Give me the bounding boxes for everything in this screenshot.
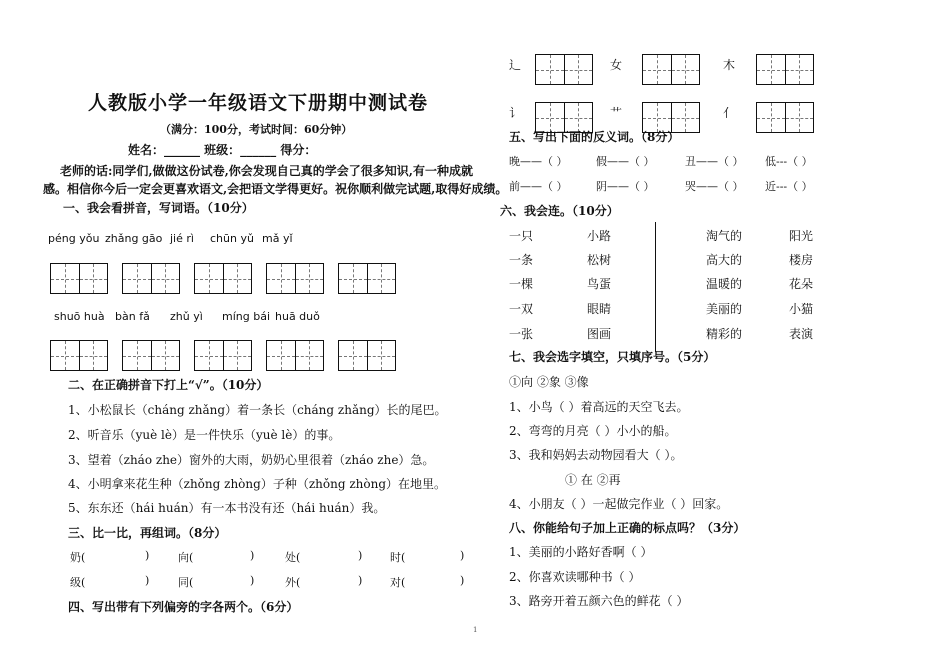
s8-item[interactable]: 1、美丽的小路好香啊（ ） <box>509 545 653 559</box>
radical: 讠 <box>509 106 522 120</box>
s7-item[interactable]: 4、小朋友（ ）一起做完作业（ ）回家。 <box>509 497 729 511</box>
section-8-title: 八、你能给句子加上正确的标点吗？（3分） <box>509 521 746 535</box>
pinyin-1-3: jié rì <box>170 232 194 245</box>
match-item[interactable]: 图画 <box>587 327 612 341</box>
intro-line-2: 感。相信你今后一定会更喜欢语文,会把语文学得更好。祝你顺利做完试题,取得好成绩。 <box>43 182 508 196</box>
divider <box>655 222 656 352</box>
s3-paren: ) <box>358 574 363 587</box>
writing-grid[interactable] <box>194 263 252 294</box>
antonym-item[interactable]: 假——（ ） <box>596 155 655 168</box>
match-item[interactable]: 一条 <box>509 253 534 267</box>
match-item[interactable]: 小路 <box>587 229 612 243</box>
pinyin-1-4: chūn yǔ <box>210 232 254 245</box>
s3-paren: ) <box>145 549 150 562</box>
match-item[interactable]: 小猫 <box>789 302 814 316</box>
options-line: ①向 ②象 ③像 <box>509 375 589 389</box>
match-item[interactable]: 鸟蛋 <box>587 277 612 291</box>
section-6-title: 六、我会连。（10分） <box>500 204 619 218</box>
antonym-item[interactable]: 阴——（ ） <box>596 180 655 193</box>
radical: 女 <box>610 58 623 72</box>
pinyin-2-1: shuō huà <box>54 310 105 323</box>
section-1-title: 一、我会看拼音，写词语。（10分） <box>63 201 254 215</box>
antonym-item[interactable]: 前——（ ） <box>509 180 568 193</box>
subtitle: （满分：100分，考试时间：60分钟） <box>160 123 353 136</box>
antonym-item[interactable]: 低---（ ） <box>765 155 813 168</box>
intro-line-1: 老师的话:同学们,做做这份试卷,你会发现自己真的学会了很多知识,有一种成就 <box>60 164 473 178</box>
s7-item[interactable]: 3、我和妈妈去动物园看大（ ）。 <box>509 448 683 462</box>
writing-grid[interactable] <box>122 263 180 294</box>
s3-paren: ) <box>250 574 255 587</box>
writing-grid[interactable] <box>50 263 108 294</box>
s3-word[interactable]: 处( <box>285 551 301 564</box>
s2-item: 5、东东还（hái huán）有一本书没有还（hái huán）我。 <box>68 501 386 515</box>
section-5-title: 五、写出下面的反义词。（8分） <box>509 130 680 144</box>
pinyin-1-5: mǎ yǐ <box>262 232 293 245</box>
s7-item[interactable]: 2、弯弯的月亮（ ）小小的船。 <box>509 424 677 438</box>
writing-grid[interactable] <box>756 102 814 133</box>
student-info: 姓名：______ 班级：______ 得分： <box>128 143 317 157</box>
s3-word[interactable]: 时( <box>390 551 406 564</box>
pinyin-1-1: péng yǒu <box>48 232 100 245</box>
radical: 艹 <box>610 106 623 120</box>
match-item[interactable]: 眼睛 <box>587 302 612 316</box>
s3-paren: ) <box>250 549 255 562</box>
s3-word[interactable]: 奶( <box>70 551 86 564</box>
s2-item: 2、听音乐（yuè lè）是一件快乐（yuè lè）的事。 <box>68 428 341 442</box>
match-item[interactable]: 一只 <box>509 229 534 243</box>
match-item[interactable]: 楼房 <box>789 253 814 267</box>
writing-grid[interactable] <box>338 263 396 294</box>
writing-grid[interactable] <box>642 54 700 85</box>
s3-paren: ) <box>460 574 465 587</box>
match-item[interactable]: 温暖的 <box>706 277 743 291</box>
match-item[interactable]: 一双 <box>509 302 534 316</box>
s3-paren: ) <box>358 549 363 562</box>
writing-grid[interactable] <box>194 340 252 371</box>
section-7-title: 七、我会选字填空，只填序号。（5分） <box>509 350 716 364</box>
match-item[interactable]: 一棵 <box>509 277 534 291</box>
radical: 木 <box>723 58 736 72</box>
pinyin-2-2: bàn fǎ <box>115 310 150 323</box>
s2-item: 4、小明拿来花生种（zhǒng zhòng）子种（zhǒng zhòng）在地里。 <box>68 477 447 491</box>
pinyin-2-4: míng bái <box>222 310 271 323</box>
s7-item[interactable]: 1、小鸟（ ）着高远的天空飞去。 <box>509 400 689 414</box>
pinyin-1-2: zhǎng gāo <box>105 232 163 245</box>
pinyin-2-5: huā duǒ <box>275 310 320 323</box>
match-item[interactable]: 表演 <box>789 327 814 341</box>
s8-item[interactable]: 3、路旁开着五颜六色的鲜花（ ） <box>509 594 689 608</box>
s3-word[interactable]: 外( <box>285 576 301 589</box>
match-item[interactable]: 阳光 <box>789 229 814 243</box>
s2-item: 3、望着（zháo zhe）窗外的大雨，奶奶心里很着（zháo zhe）急。 <box>68 453 435 467</box>
s3-word[interactable]: 向( <box>178 551 194 564</box>
match-item[interactable]: 一张 <box>509 327 534 341</box>
writing-grid[interactable] <box>756 54 814 85</box>
radical: 亻 <box>723 106 736 120</box>
writing-grid[interactable] <box>338 340 396 371</box>
writing-grid[interactable] <box>50 340 108 371</box>
radical: 辶 <box>509 58 522 72</box>
page-number: 1 <box>473 626 478 634</box>
s3-word[interactable]: 级( <box>70 576 86 589</box>
writing-grid[interactable] <box>266 340 324 371</box>
writing-grid[interactable] <box>266 263 324 294</box>
antonym-item[interactable]: 近---（ ） <box>765 180 813 193</box>
match-item[interactable]: 花朵 <box>789 277 814 291</box>
match-item[interactable]: 美丽的 <box>706 302 743 316</box>
match-item[interactable]: 淘气的 <box>706 229 743 243</box>
s3-word[interactable]: 同( <box>178 576 194 589</box>
antonym-item[interactable]: 晚——（ ） <box>509 155 568 168</box>
options-line: ① 在 ②再 <box>565 473 621 487</box>
s3-paren: ) <box>460 549 465 562</box>
section-2-title: 二、在正确拼音下打上“√”。（10分） <box>68 378 269 392</box>
match-item[interactable]: 精彩的 <box>706 327 743 341</box>
match-item[interactable]: 松树 <box>587 253 612 267</box>
writing-grid[interactable] <box>535 54 593 85</box>
writing-grid[interactable] <box>122 340 180 371</box>
page-title: 人教版小学一年级语文下册期中测试卷 <box>88 92 429 114</box>
pinyin-2-3: zhǔ yì <box>170 310 203 323</box>
section-4-title: 四、写出带有下列偏旁的字各两个。（6分） <box>68 600 299 614</box>
s8-item[interactable]: 2、你喜欢读哪种书（ ） <box>509 570 641 584</box>
s3-paren: ) <box>145 574 150 587</box>
s3-word[interactable]: 对( <box>390 576 406 589</box>
s2-item: 1、小松鼠长（cháng zhǎng）着一条长（cháng zhǎng）长的尾巴。 <box>68 403 447 417</box>
section-3-title: 三、比一比，再组词。（8分） <box>68 526 227 540</box>
antonym-item[interactable]: 丑——（ ） <box>685 155 744 168</box>
match-item[interactable]: 高大的 <box>706 253 743 267</box>
antonym-item[interactable]: 哭——（ ） <box>685 180 744 193</box>
